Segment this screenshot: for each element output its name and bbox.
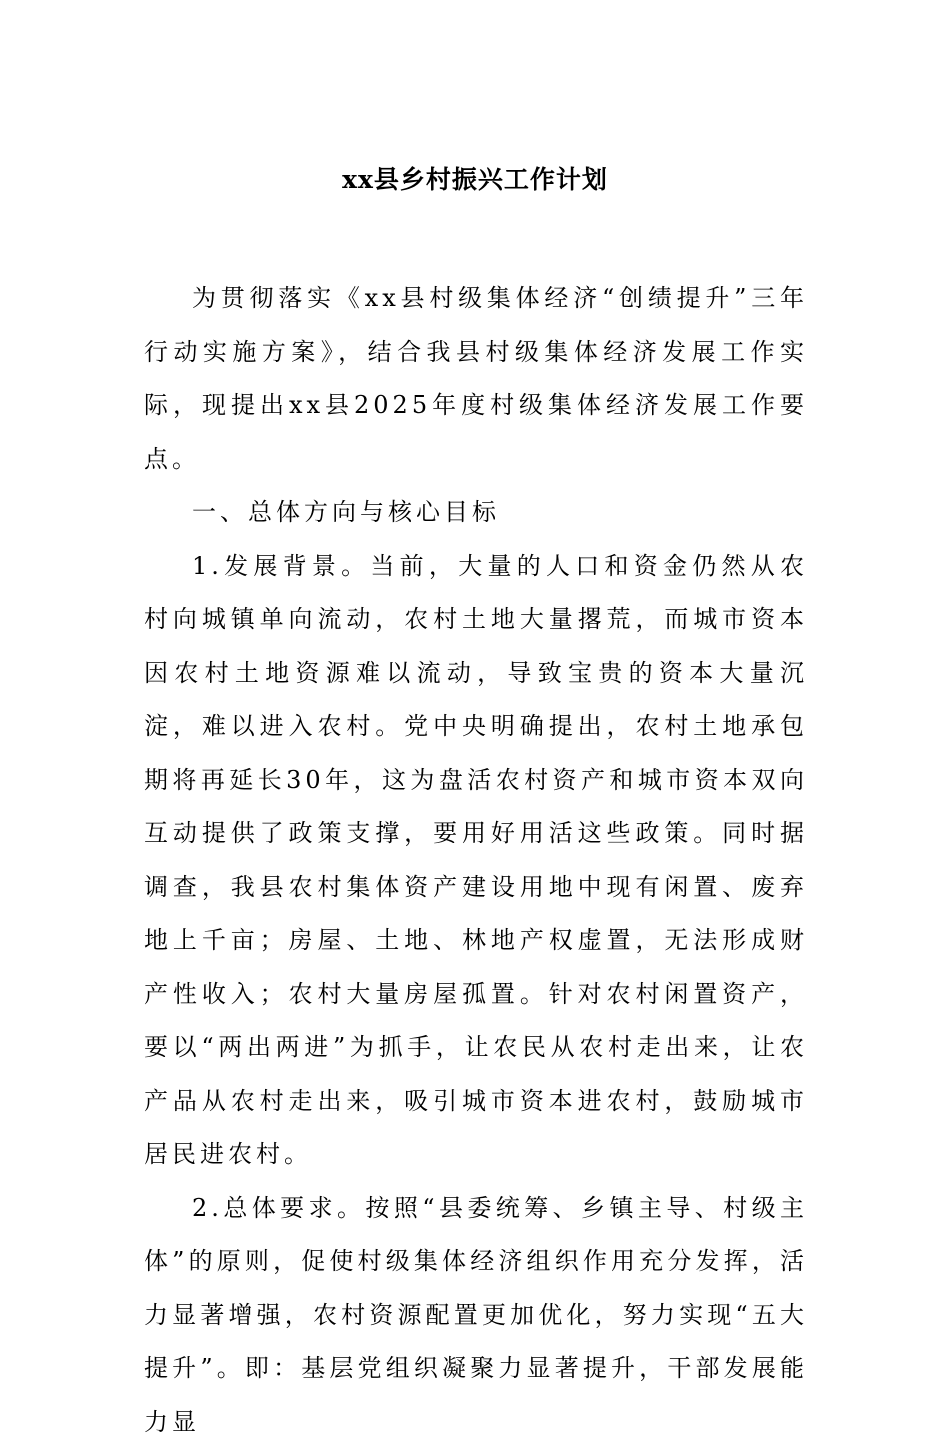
document-body bbox=[144, 272, 808, 1449]
document-title: xx县乡村振兴工作计划 bbox=[0, 160, 950, 200]
paragraph-intro: 为贯彻落实《xx县村级集体经济“创绩提升”三年行动实施方案》，结合我县村级集体经济发展工作实际，现提出xx县2025年度村级集体经济发展工作要点。 bbox=[144, 272, 808, 486]
paragraph-requirements: 2.总体要求。按照“县委统筹、乡镇主导、村级主体”的原则，促使村级集体经济组织作用充分发挥，活力显著增强，农村资源配置更加优化，努力实现“五大提升”。即：基层党组织凝聚力显著提升，干部发展能力显 bbox=[144, 1182, 808, 1449]
paragraph-background: 1.发展背景。当前，大量的人口和资金仍然从农村向城镇单向流动，农村土地大量撂荒，而城市资本因农村土地资源难以流动，导致宝贵的资本大量沉淀，难以进入农村。党中央明确提出，农村土地承包期将再延长30年，这为盘活农村资产和城市资本双向互动提供了政策支撑，要用好用活这些政策。同时据调查，我县农村集体资产建设用地中现有闲置、废弃地上千亩；房屋、土地、林地产权虚置，无法形成财产性收入；农村大量房屋孤置。针对农村闲置资产，要以“两出两进”为抓手，让农民从农村走出来，让农产品从农村走出来，吸引城市资本进农村，鼓励城市居民进农村。 bbox=[144, 540, 808, 1182]
section-heading: 一、总体方向与核心目标 bbox=[144, 486, 808, 540]
